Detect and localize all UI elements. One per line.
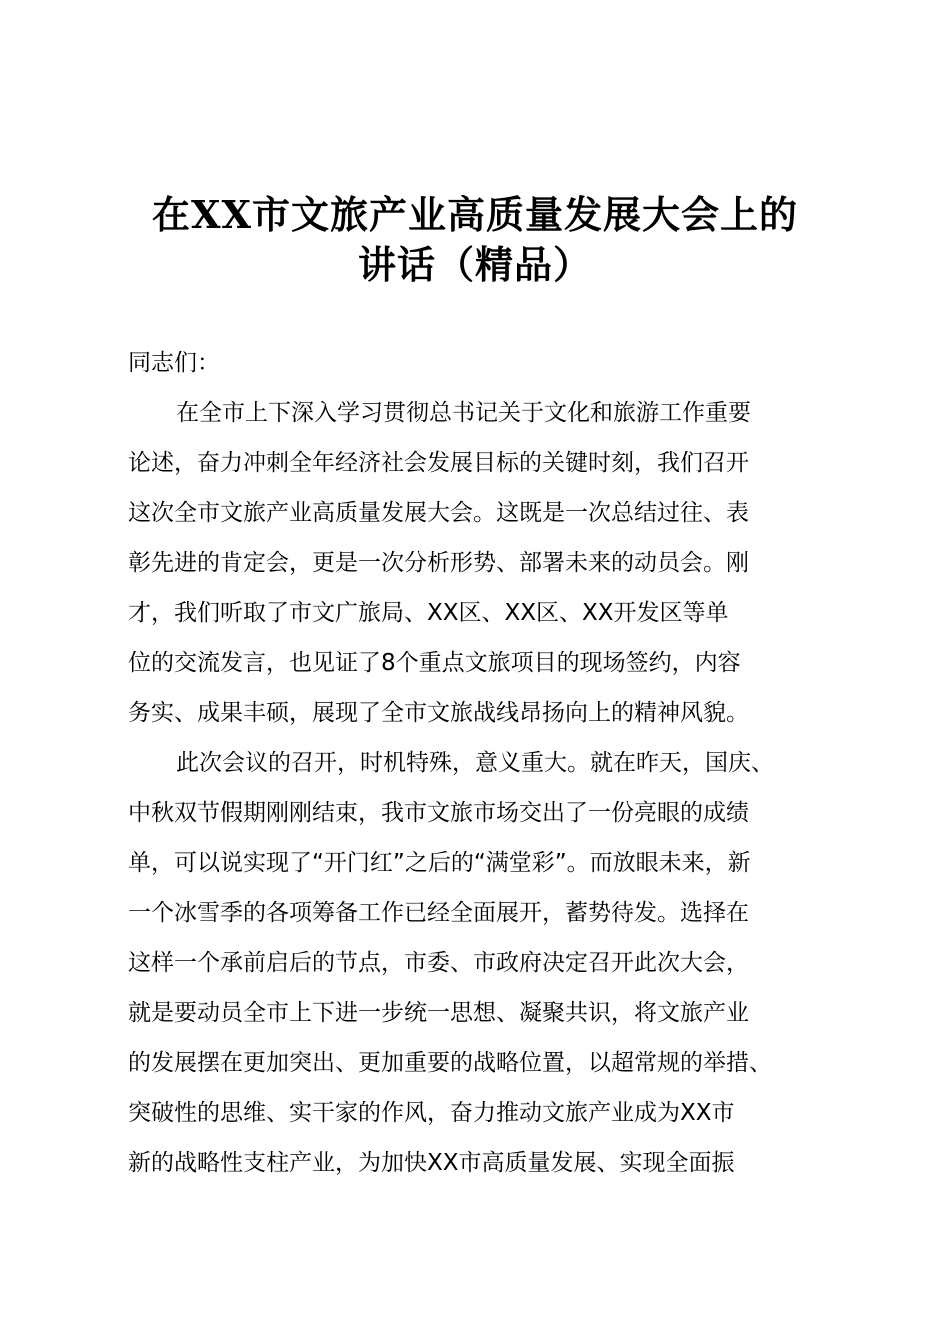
- title-line-1: 在XX市文旅产业高质量发展大会上的: [152, 192, 798, 237]
- paragraph-line: 论述，奋力冲刺全年经济社会发展目标的关键时刻，我们召开: [128, 450, 749, 476]
- paragraph-line: 就是要动员全市上下进一步统一思想、凝聚共识，将文旅产业: [128, 1000, 749, 1026]
- salutation: 同志们：: [128, 350, 220, 376]
- paragraph-line: 此次会议的召开，时机特殊，意义重大。就在昨天，国庆、: [176, 750, 774, 776]
- paragraph-line: 这次全市文旅产业高质量发展大会。这既是一次总结过往、表: [128, 500, 749, 526]
- paragraph-line: 一个冰雪季的各项筹备工作已经全面展开，蓄势待发。选择在: [128, 900, 749, 926]
- document-body: [128, 338, 843, 1188]
- paragraph-line: 中秋双节假期刚刚结束，我市文旅市场交出了一份亮眼的成绩: [128, 800, 749, 826]
- paragraph-line: 的发展摆在更加突出、更加重要的战略位置，以超常规的举措、: [128, 1050, 772, 1076]
- document-title: [110, 190, 840, 290]
- paragraph-line: 务实、成果丰硕，展现了全市文旅战线昂扬向上的精神风貌。: [128, 700, 749, 726]
- paragraph-line: 单，可以说实现了“开门红”之后的“满堂彩”。而放眼未来，新: [128, 850, 751, 876]
- paragraph-line: 才，我们听取了市文广旅局、XX区、XX区、XX开发区等单: [128, 600, 729, 626]
- title-line-2: 讲话（精品）: [357, 242, 592, 287]
- paragraph-line: 位的交流发言，也见证了8个重点文旅项目的现场签约，内容: [128, 650, 741, 676]
- paragraph-1: [128, 388, 843, 738]
- paragraph-line: 突破性的思维、实干家的作风，奋力推动文旅产业成为XX市: [128, 1100, 735, 1126]
- paragraph-2: [128, 738, 843, 1188]
- paragraph-line: 这样一个承前启后的节点，市委、市政府决定召开此次大会，: [128, 950, 749, 976]
- paragraph-line: 彰先进的肯定会，更是一次分析形势、部署未来的动员会。刚: [128, 550, 749, 576]
- paragraph-line: 在全市上下深入学习贯彻总书记关于文化和旅游工作重要: [176, 400, 751, 426]
- paragraph-line: 新的战略性支柱产业，为加快XX市高质量发展、实现全面振: [128, 1150, 735, 1176]
